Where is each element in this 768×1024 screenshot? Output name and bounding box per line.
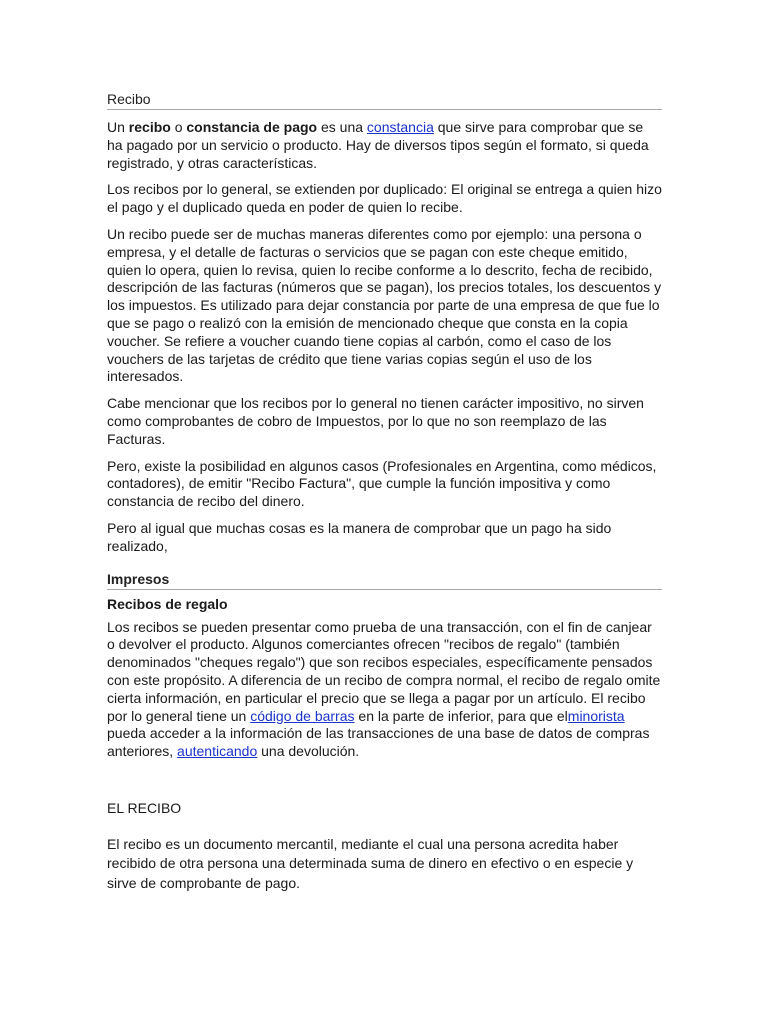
text-run: una devolución.: [257, 743, 360, 760]
paragraph-maneras: Un recibo puede ser de muchas maneras diferentes como por ejemplo: una persona o empresa, y el detalle de facturas o servicios que se pagan con este cheque emitido, quien lo opera, quien lo revisa, quien lo recibe conforme a lo descrito, fecha de recibido, descripción de las facturas (números que se pagan), los precios totales, los descuentos y los impuestos. Es utilizado para dejar constancia por parte de una empresa de que fue lo que se pago o realizó con la emisión de mencionado cheque que consta en la copia voucher. Se refiere a voucher cuando tiene copias al carbón, como el caso de los vouchers de las tarjetas de crédito que tiene varias copias según el uso de los interesados.: [107, 225, 662, 385]
text-run: Un: [107, 119, 129, 135]
paragraph-definition: [107, 119, 662, 172]
link-constancia[interactable]: constancia: [366, 119, 434, 135]
text-run: es una: [317, 119, 367, 135]
text-run: pueda acceder a la información de las transacciones de una base de datos de compras anteriores,: [107, 725, 650, 760]
document-page: [107, 90, 662, 893]
link-minorista[interactable]: minorista: [567, 707, 625, 724]
subheading-recibos-de-regalo: Recibos de regalo: [107, 595, 228, 612]
bold-term-recibo: recibo: [128, 119, 171, 135]
paragraph-duplicado: Los recibos por lo general, se extienden por duplicado: El original se entrega a quien hizo el pago y el duplicado queda en poder de quien lo recibe.: [107, 181, 662, 216]
section-heading-recibo: Recibo: [107, 90, 662, 110]
paragraph-comprobar: Pero al igual que muchas cosas es la manera de comprobar que un pago ha sido realizado,: [107, 519, 612, 554]
text-run: que sirve para comprobar que se ha pagado por un servicio o producto. Hay de diversos tipos según el formato, si queda registrado, y otras características.: [107, 119, 649, 171]
link-codigo-de-barras[interactable]: código de barras: [250, 707, 355, 724]
text-run: en la parte de inferior, para que el: [354, 707, 568, 724]
paragraph-recibos-regalo: [107, 619, 662, 761]
bold-term-constancia-de-pago: constancia de pago: [186, 119, 318, 135]
text-run: Los recibos se pueden presentar como prueba de una transacción, con el fin de canjear o devolver el producto. Algunos comerciantes ofrecen "recibos de regalo" (también denominados "cheques regalo") que son recibos especiales, específicamente pensados con este propósito. A diferencia de un recibo de compra normal, el recibo de regalo omite cierta información, en particular el precio que se llega a pagar por un artículo. El recibo por lo general tiene un: [107, 618, 661, 724]
section-heading-impresos: Impresos: [107, 570, 662, 590]
section-heading-el-recibo: EL RECIBO: [107, 799, 182, 816]
text-run: o: [170, 119, 187, 135]
paragraph-recibo-factura: Pero, existe la posibilidad en algunos casos (Profesionales en Argentina, como médicos, contadores), de emitir "Recibo Factura", que cumple la función impositiva y como constancia de recibo del dinero.: [107, 457, 657, 510]
link-autenticando[interactable]: autenticando: [177, 743, 258, 760]
paragraph-documento-mercantil: El recibo es un documento mercantil, mediante el cual una persona acredita haber recibido de otra persona una determinada suma de dinero en efectivo o en especie y sirve de comprobante de pago.: [107, 835, 634, 891]
paragraph-impositivo: Cabe mencionar que los recibos por lo general no tienen carácter impositivo, no sirven como comprobantes de cobro de Impuestos, por lo que no son reemplazo de las Facturas.: [107, 395, 644, 447]
